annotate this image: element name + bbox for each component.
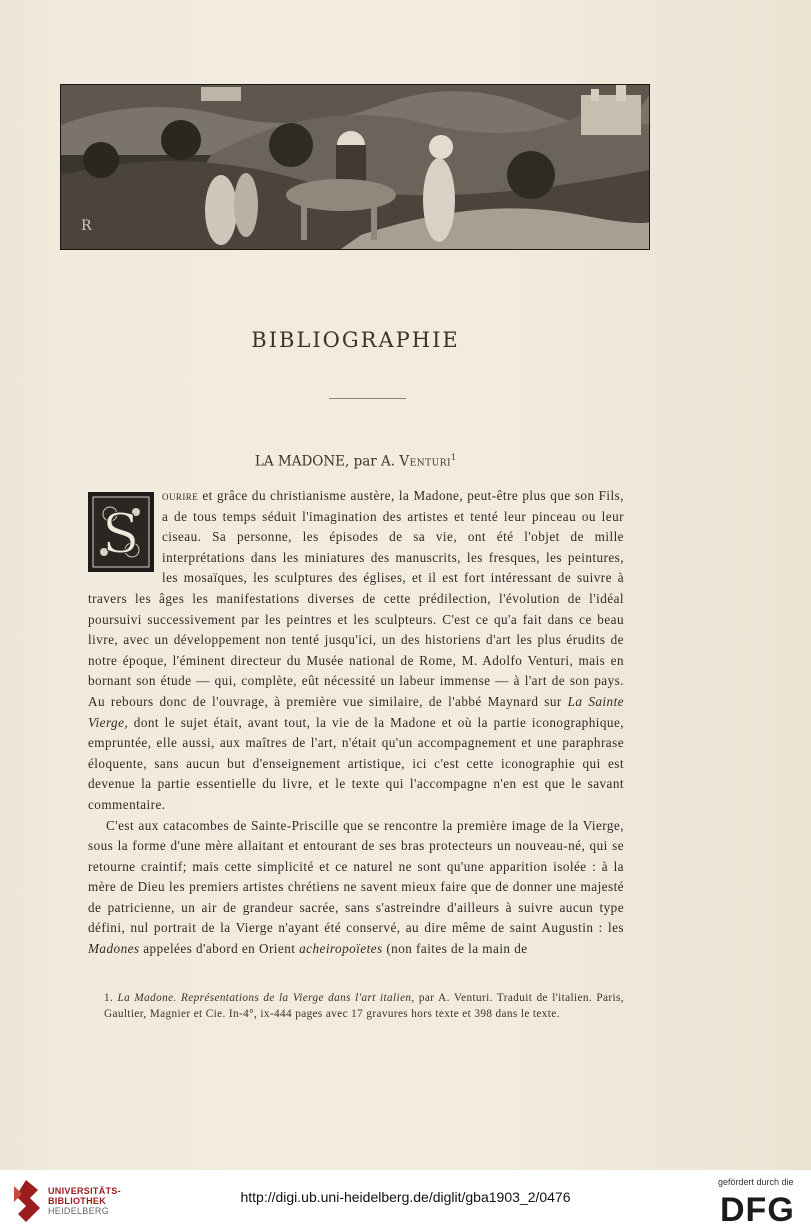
engraved-illustration-flight-into-egypt: [60, 84, 650, 250]
book-title-italic: La Sainte Vierge,: [88, 693, 624, 730]
article-heading-main: LA MADONE, par A.: [254, 453, 400, 470]
paragraph-1: ourire et grâce du christianisme austère, la Madone, peut-être plus que son Fils, a de tous temps séduit l'imagination des artistes et tenté leur pinceau ou leur ciseau. Sa personne, les épisodes de sa vie, ont été l'objet de mille interprétations dans les miniatures des manuscrits, les fresques, les peintures, les mosaïques, les sculptures des églises, et il est fort intéressant de suivre à travers les âges les manifestations diverses de cette prédilection, l'évolution de l'idéal poursuivi successivement par les peintres et les sculpteurs. C'est ce qu'a fait dans ce beau livre, avec un développement non tenté jusqu'ici, un des historiens d'art les plus érudits de notre époque, l'éminent directeur du Musée national de Rome, M. Adolfo Venturi, mais en bornant son étude — qui, complète, eût nécessité un labeur immense — à l'art de son pays. Au rebours donc de l'ouvrage, à première vue similaire, de l'abbé Maynard sur La Sainte Vierge, dont le sujet était, avant tout, la vie de la Madone et où la partie iconographique, empruntée, elle aussi, aux maîtres de l'art, n'était qu'un accompagnement et une paraphrase éloquente, sans aucun but d'enseignement artistique, ici c'est cette iconographie qui est devenue la partie essentielle du livre, et le texte qui l'accompagne n'en est que le savant commentaire.: [88, 488, 624, 812]
illustration-image: [61, 85, 649, 249]
footnote-title: La Madone. Représentations de la Vierge dans l'art italien,: [117, 992, 415, 1004]
footnote: [104, 990, 624, 1022]
sponsor-label: gefördert durch die: [718, 1177, 794, 1187]
footnote-number: 1.: [104, 992, 118, 1004]
page-title: BIBLIOGRAPHIE: [251, 328, 460, 352]
paragraph-2: C'est aux catacombes de Sainte-Priscille que se rencontre la première image de la Vierge, sous la forme d'une mère allaitant et entourant de ses bras protecteurs un nouveau-né, qui se retourne craintif; mais cette simplicité et ce naturel ne sont qu'une apparition isolée : à la mère de Dieu les premiers artistes chrétiens ne savent mieux faire que de donner une majesté de patricienne, un air de grandeur sacrée, sans s'astreindre d'ailleurs à suivre aucun type défini, nul portrait de la Vierge n'ayant été conservé, au dire même de saint Augustin : les Madones appelées d'abord en Orient acheiropoïetes (non faites de la main de: [88, 817, 624, 957]
svg-text:R: R: [81, 218, 92, 234]
article-body: [88, 486, 624, 960]
university-library-name: UNIVERSITÄTS- BIBLIOTHEK HEIDELBERG: [48, 1186, 121, 1216]
dfg-logo: DFG: [720, 1191, 795, 1229]
article-heading-author: Venturi: [399, 453, 452, 470]
title-divider: [329, 398, 406, 399]
footnote-ref: 1: [451, 453, 457, 462]
first-word: ourire: [162, 488, 199, 503]
article-heading: [0, 453, 711, 470]
permalink-url[interactable]: http://digi.ub.uni-heidelberg.de/diglit/gba1903_2/0476: [240, 1189, 571, 1205]
footnote-text: par A. Venturi. Traduit de l'italien. Paris, Gaultier, Magnier et Cie. In-4°, ix-444 pages avec 17 gravures hors texte et 398 dans le texte.: [104, 992, 624, 1020]
dropcap-letter: S: [102, 502, 140, 565]
ornamental-dropcap: [88, 492, 154, 572]
